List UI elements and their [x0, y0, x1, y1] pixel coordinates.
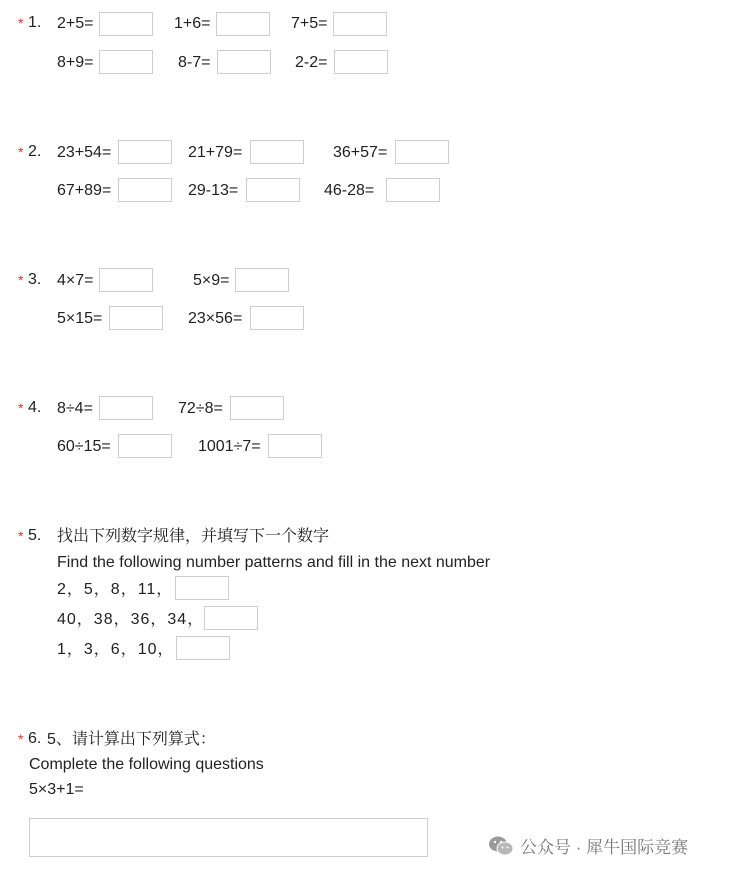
- expression-label: 4×7=: [57, 272, 94, 289]
- answer-input[interactable]: [217, 50, 271, 74]
- answer-input[interactable]: [230, 396, 284, 420]
- question-number: 6.: [28, 730, 42, 747]
- answer-input[interactable]: [99, 50, 153, 74]
- watermark-text: 公众号 · 犀牛国际竞赛: [520, 838, 689, 857]
- expression-label: 23+54=: [57, 144, 112, 161]
- required-star: *: [18, 731, 24, 747]
- expression-label: 29-13=: [188, 182, 239, 199]
- answer-input[interactable]: [109, 306, 163, 330]
- question-title-cn: 找出下列数字规律，并填写下一个数字: [57, 528, 330, 545]
- expression-label: 23×56=: [188, 310, 243, 327]
- answer-input[interactable]: [99, 268, 153, 292]
- expression-label: 36+57=: [333, 144, 388, 161]
- answer-input[interactable]: [246, 178, 300, 202]
- watermark: [488, 833, 688, 858]
- question-title-en: Find the following number patterns and fill in the next number: [57, 554, 491, 571]
- expression-label: 2+5=: [57, 15, 94, 32]
- required-star: *: [18, 144, 24, 160]
- question-number: 1.: [28, 14, 42, 31]
- answer-input[interactable]: [333, 12, 387, 36]
- required-star: *: [18, 15, 24, 31]
- answer-input[interactable]: [250, 306, 304, 330]
- wechat-icon: [488, 835, 514, 857]
- answer-input[interactable]: [118, 178, 172, 202]
- required-star: *: [18, 400, 24, 416]
- answer-input[interactable]: [176, 636, 230, 660]
- sequence-label: 2，5，8，11，: [57, 581, 174, 598]
- expression-label: 5×3+1=: [29, 781, 84, 798]
- answer-input[interactable]: [250, 140, 304, 164]
- expression-label: 7+5=: [291, 15, 328, 32]
- answer-input[interactable]: [216, 12, 270, 36]
- question-number: 5.: [28, 527, 42, 544]
- expression-label: 1+6=: [174, 15, 211, 32]
- question-title-cn: 5、请计算出下列算式：: [47, 731, 216, 748]
- expression-label: 1001÷7=: [198, 438, 261, 455]
- answer-input[interactable]: [386, 178, 440, 202]
- answer-input[interactable]: [235, 268, 289, 292]
- answer-input[interactable]: [268, 434, 322, 458]
- expression-label: 72÷8=: [178, 400, 223, 417]
- required-star: *: [18, 272, 24, 288]
- expression-label: 67+89=: [57, 182, 112, 199]
- answer-input[interactable]: [395, 140, 449, 164]
- answer-input[interactable]: [99, 396, 153, 420]
- expression-label: 2-2=: [295, 54, 328, 71]
- expression-label: 21+79=: [188, 144, 243, 161]
- answer-input[interactable]: [99, 12, 153, 36]
- question-number: 2.: [28, 143, 42, 160]
- expression-label: 5×15=: [57, 310, 103, 327]
- sequence-label: 40，38，36，34，: [57, 611, 205, 628]
- question-number: 3.: [28, 271, 42, 288]
- sequence-label: 1，3，6，10，: [57, 641, 175, 658]
- expression-label: 8÷4=: [57, 400, 93, 417]
- answer-input[interactable]: [175, 576, 229, 600]
- answer-input[interactable]: [204, 606, 258, 630]
- expression-label: 5×9=: [193, 272, 230, 289]
- answer-input[interactable]: [334, 50, 388, 74]
- answer-input[interactable]: [118, 434, 172, 458]
- expression-label: 46-28=: [324, 182, 375, 199]
- expression-label: 8-7=: [178, 54, 211, 71]
- expression-label: 60÷15=: [57, 438, 111, 455]
- answer-input[interactable]: [118, 140, 172, 164]
- question-number: 4.: [28, 399, 42, 416]
- required-star: *: [18, 528, 24, 544]
- question-title-en: Complete the following questions: [29, 756, 264, 773]
- expression-label: 8+9=: [57, 54, 94, 71]
- answer-textbox[interactable]: [29, 818, 428, 857]
